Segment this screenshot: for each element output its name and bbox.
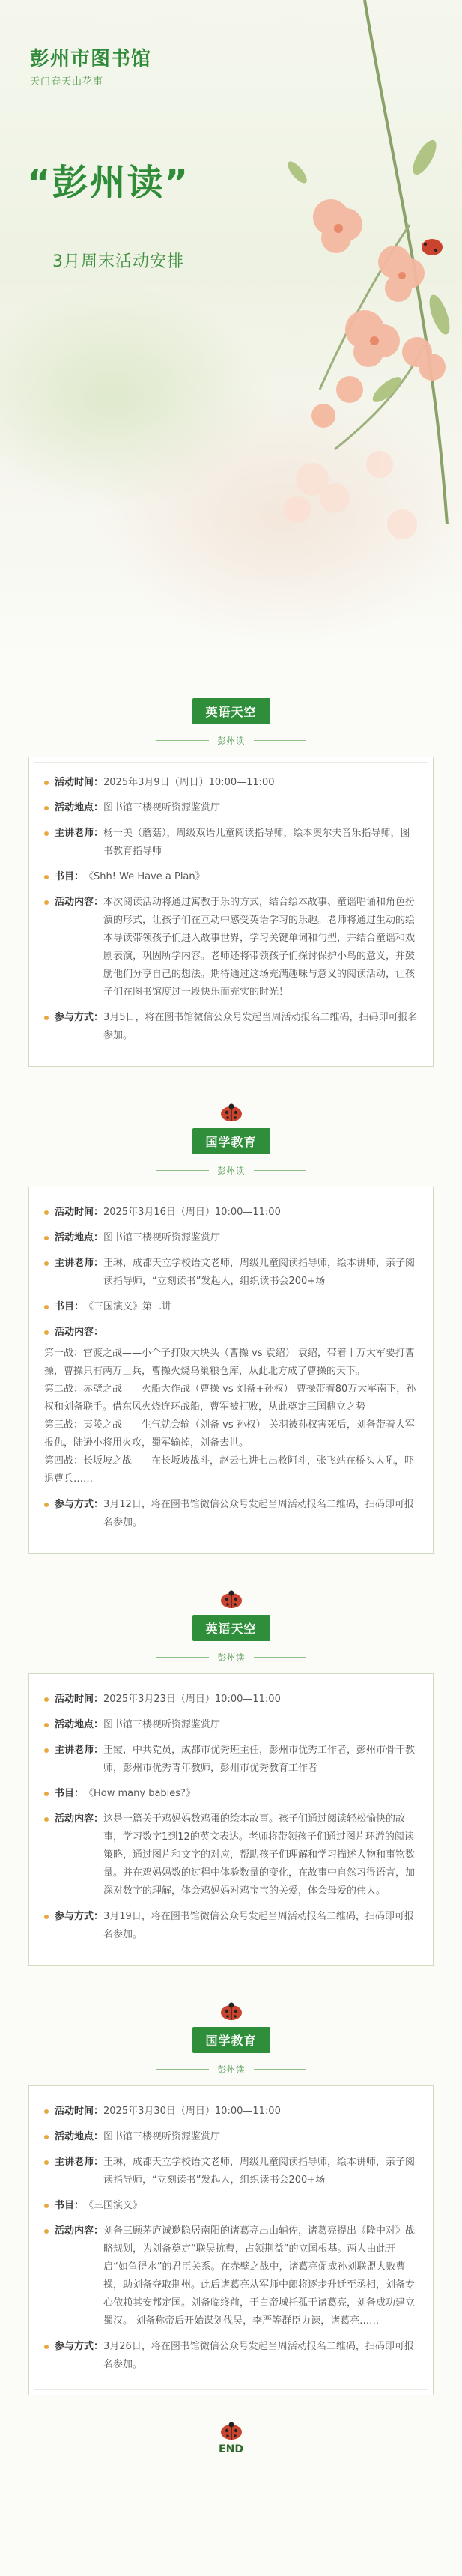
event-content: 本次阅读活动将通过寓教于乐的方式，结合绘本故事、童谣唱诵和角色扮演的形式，让孩子们在互动中感受英语学习的乐趣。老师将通过生动的绘本导读带领孩子们进入故事世界，学习关键单词和句型，并结合童谣和戏剧表演，巩固所学内容。老师还将带领孩子们探讨保护小鸟的意义，并鼓励他们分享自己的想法。期待通过这场充满趣味与意义的阅读活动，让孩子们在图书馆度过一段快乐而充实的时光！ — [103, 897, 416, 998]
page-title: “彭州读” — [27, 162, 190, 204]
event-content: 这是一篇关于鸡妈妈数鸡蛋的绘本故事。孩子们通过阅读轻松愉快的故事，学习数字1到12的英文表达。老师将带领孩子们通过图片环游的阅读策略，通过图片和文字的对应，帮助孩子们理解和学习描述人物和事物数量。并在鸡妈妈数的过程中体验数量的变化，在故事中自然习得语言，加深对数字的理解，体会鸡妈妈对鸡宝宝的关爱，体会母爱的伟大。 — [103, 1813, 416, 1897]
event-signup: 3月12日，将在图书馆微信公众号发起当周活动报名二维码，扫码即可报名参加。 — [103, 1499, 414, 1528]
event-card: 活动时间： 2025年3月30日（周日）10:00—11:00 活动地点： 图书馆三楼视听资源鉴赏厅 主讲老师： 王琳，成都天立学校语文老师，周级儿童阅读指导师，绘本讲师，亲子阅读指导师，“立刻读书”发起人，组织读书会200+场 书目： 《三国演义》 活动内容： 刘备三顾茅庐诚邀隐居南阳的诸葛亮出山辅佐，诸葛亮提出《隆中对》战略规划，为刘备奠定“联吴抗曹，占领荆益”的立国根基。两人由此开启“如鱼得水”的君臣关系。在赤壁之战中，诸葛亮促成孙刘联盟大败曹操，助刘备夺取荆州。此后诸葛亮从军师中郎将逐步升迁至丞相，刘备专心依赖其安邦定国。刘备临终前，于白帝城托孤于诸葛亮，刘备成功建立蜀汉。 刘备称帝后开始谋划伐吴，李严等群臣力谏，诸葛亮…… 参与方式： 3月26日，将在图书馆微信公众号发起当周活动报名二维码，扫码即可报名参加。 — [28, 2085, 434, 2395]
event-book: 《三国演义》第二讲 — [84, 1301, 172, 1312]
event-book: 《Shh! We Have a Plan》 — [84, 871, 205, 882]
end-marker — [0, 2421, 462, 2455]
event-card: 活动时间： 2025年3月9日（周日）10:00—11:00 活动地点： 图书馆三楼视听资源鉴赏厅 主讲老师： 杨一美（蘑菇），周级双语儿童阅读指导师，绘本奥尔夫音乐指导师，图书教育指导师 书目： 《Shh! We Have a Plan》 活动内容： 本次阅读活动将通过寓教于乐的方式，结合绘本故事、童谣唱诵和角色扮演的形式，让孩子们在互动中感受英语学习的乐趣。老师将通过生动的绘本导读带领孩子们进入故事世界，学习关键单词和句型，并结合童谣和戏剧表演，巩固所学内容。老师还将带领孩子们探讨保护小鸟的意义，并鼓励他们分享自己的想法。期待通过这场充满趣味与意义的阅读活动，让孩子们在图书馆度过一段快乐而充实的时光！ 参与方式： 3月5日，将在图书馆微信公众号发起当周活动报名二维码，扫码即可报名参加。 — [28, 757, 434, 1067]
end-text: END — [219, 2443, 243, 2455]
section-author: 彭州读 — [156, 1164, 306, 1177]
event-speaker: 王霞，中共党员，成都市优秀班主任，彭州市优秀工作者，彭州市骨干教师，彭州市优秀青年教师，彭州市优秀教育工作者 — [103, 1745, 416, 1774]
ladybug-icon — [219, 1103, 244, 1122]
event-speaker: 王琳，成都天立学校语文老师，周级儿童阅读指导师，绘本讲师，亲子阅读指导师，“立刻读书”发起人，组织读书会200+场 — [103, 2157, 416, 2186]
event-speaker: 杨一美（蘑菇），周级双语儿童阅读指导师，绘本奥尔夫音乐指导师，图书教育指导师 — [103, 828, 410, 857]
event-place: 图书馆三楼视听资源鉴赏厅 — [103, 1719, 221, 1730]
library-name: 彭州市图书馆 — [30, 48, 152, 70]
event-time: 2025年3月23日（周日）10:00—11:00 — [103, 1694, 281, 1705]
event-place: 图书馆三楼视听资源鉴赏厅 — [103, 1232, 221, 1243]
event-speaker: 王琳，成都天立学校语文老师，周级儿童阅读指导师，绘本讲师，亲子阅读指导师，“立刻读书”发起人，组织读书会200+场 — [103, 1258, 416, 1287]
event-content: 刘备三顾茅庐诚邀隐居南阳的诸葛亮出山辅佐，诸葛亮提出《隆中对》战略规划，为刘备奠定“联吴抗曹，占领荆益”的立国根基。两人由此开启“如鱼得水”的君臣关系。在赤壁之战中，诸葛亮促成孙刘联盟大败曹操，助刘备夺取荆州。此后诸葛亮从军师中郎将逐步升迁至丞相，刘备专心依赖其安邦定国。刘备临终前，于白帝城托孤于诸葛亮，刘备成功建立蜀汉。 刘备称帝后开始谋划伐吴，李严等群臣力谏，诸葛亮…… — [103, 2225, 416, 2327]
blossom-branch-illustration — [252, 0, 462, 644]
section-author: 彭州读 — [156, 734, 306, 747]
event-card: 活动时间： 2025年3月16日（周日）10:00—11:00 活动地点： 图书馆三楼视听资源鉴赏厅 主讲老师： 王琳，成都天立学校语文老师，周级儿童阅读指导师，绘本讲师，亲子阅读指导师，“立刻读书”发起人，组织读书会200+场 书目： 《三国演义》第二讲 活动内容： 第一战：官渡之战——小个子打败大块头（曹操 vs 袁绍） 袁绍，带着十万大军要打曹操，曹操只有两万士兵，曹操火烧乌巢粮仓库，从此北方成了曹操的天下。 第二战：赤壁之战——火船大作战（曹操 vs 刘备+孙权） 曹操带着80万大军南下，孙权和刘备联手。借东风火烧连环战船，曹军被打败，从此奠定三国鼎立之势 第三战：夷陵之战——生气就会输（刘备 vs 孙权） 关羽被孙权害死后，刘备带着大军报仇，陆逊小将用火攻，蜀军输掉，刘备去世。 第四战：长坂坡之战——在长坂坡战斗，赵云七进七出救阿斗，张飞站在桥头大吼，吓退曹兵…… 参与方式： 3月12日，将在图书馆微信公众号发起当周活动报名二维码，扫码即可报名参加。 — [28, 1187, 434, 1554]
event-signup: 3月26日，将在图书馆微信公众号发起当周活动报名二维码，扫码即可报名参加。 — [103, 2341, 414, 2370]
event-time: 2025年3月16日（周日）10:00—11:00 — [103, 1207, 281, 1218]
event-content: 第一战：官渡之战——小个子打败大块头（曹操 vs 袁绍） 袁绍，带着十万大军要打曹操，曹操只有两万士兵，曹操火烧乌巢粮仓库，从此北方成了曹操的天下。 第二战：赤壁之战——火船大作战（曹操 vs 刘备+孙权） 曹操带着80万大军南下，孙权和刘备联手。借东风火烧连环战船，曹军被打败，从此奠定三国鼎立之势 第三战：夷陵之战——生气就会输（刘备 vs 孙权） 关羽被孙权害死后，刘备带着大军报仇，陆逊小将用火攻，蜀军输掉，刘备去世。 第四战：长坂坡之战——在长坂坡战斗，赵云七进七出救阿斗，张飞站在桥头大吼，吓退曹兵…… — [44, 1348, 416, 1485]
section-badge: 英语天空 — [192, 698, 270, 724]
page-subtitle: 3月周末活动安排 — [52, 252, 184, 271]
event-time: 2025年3月30日（周日）10:00—11:00 — [103, 2106, 281, 2117]
event-signup: 3月5日，将在图书馆微信公众号发起当周活动报名二维码，扫码即可报名参加。 — [103, 1012, 418, 1041]
event-signup: 3月19日，将在图书馆微信公众号发起当周活动报名二维码，扫码即可报名参加。 — [103, 1911, 414, 1940]
section-header — [0, 1576, 462, 1673]
section-header — [0, 659, 462, 757]
section-header — [0, 1089, 462, 1187]
event-book: 《How many babies?》 — [84, 1788, 195, 1799]
section-badge: 国学教育 — [192, 2027, 270, 2053]
library-subtitle: 天门春天山花事 — [30, 76, 104, 88]
section-header — [0, 1988, 462, 2085]
section-badge: 国学教育 — [192, 1128, 270, 1154]
event-time: 2025年3月9日（周日）10:00—11:00 — [103, 777, 275, 788]
event-card: 活动时间： 2025年3月23日（周日）10:00—11:00 活动地点： 图书馆三楼视听资源鉴赏厅 主讲老师： 王霞，中共党员，成都市优秀班主任，彭州市优秀工作者，彭州市骨干教师，彭州市优秀青年教师，彭州市优秀教育工作者 书目： 《How many babies?》 活动内容： 这是一篇关于鸡妈妈数鸡蛋的绘本故事。孩子们通过阅读轻松愉快的故事，学习数字1到12的英文表达。老师将带领孩子们通过图片环游的阅读策略，通过图片和文字的对应，帮助孩子们理解和学习描述人物和事物数量。并在鸡妈妈数的过程中体验数量的变化，在故事中自然习得语言，加深对数字的理解，体会鸡妈妈对鸡宝宝的关爱，体会母爱的伟大。 参与方式： 3月19日，将在图书馆微信公众号发起当周活动报名二维码，扫码即可报名参加。 — [28, 1673, 434, 1966]
section-author: 彭州读 — [156, 1651, 306, 1664]
section-badge: 英语天空 — [192, 1615, 270, 1641]
event-book: 《三国演义》 — [84, 2200, 143, 2211]
event-place: 图书馆三楼视听资源鉴赏厅 — [103, 2131, 221, 2142]
ladybug-icon — [219, 1589, 244, 1609]
hero-banner — [0, 0, 462, 659]
event-place: 图书馆三楼视听资源鉴赏厅 — [103, 802, 221, 813]
section-author: 彭州读 — [156, 2063, 306, 2076]
ladybug-icon — [219, 2001, 244, 2021]
ladybug-icon — [219, 2421, 244, 2440]
